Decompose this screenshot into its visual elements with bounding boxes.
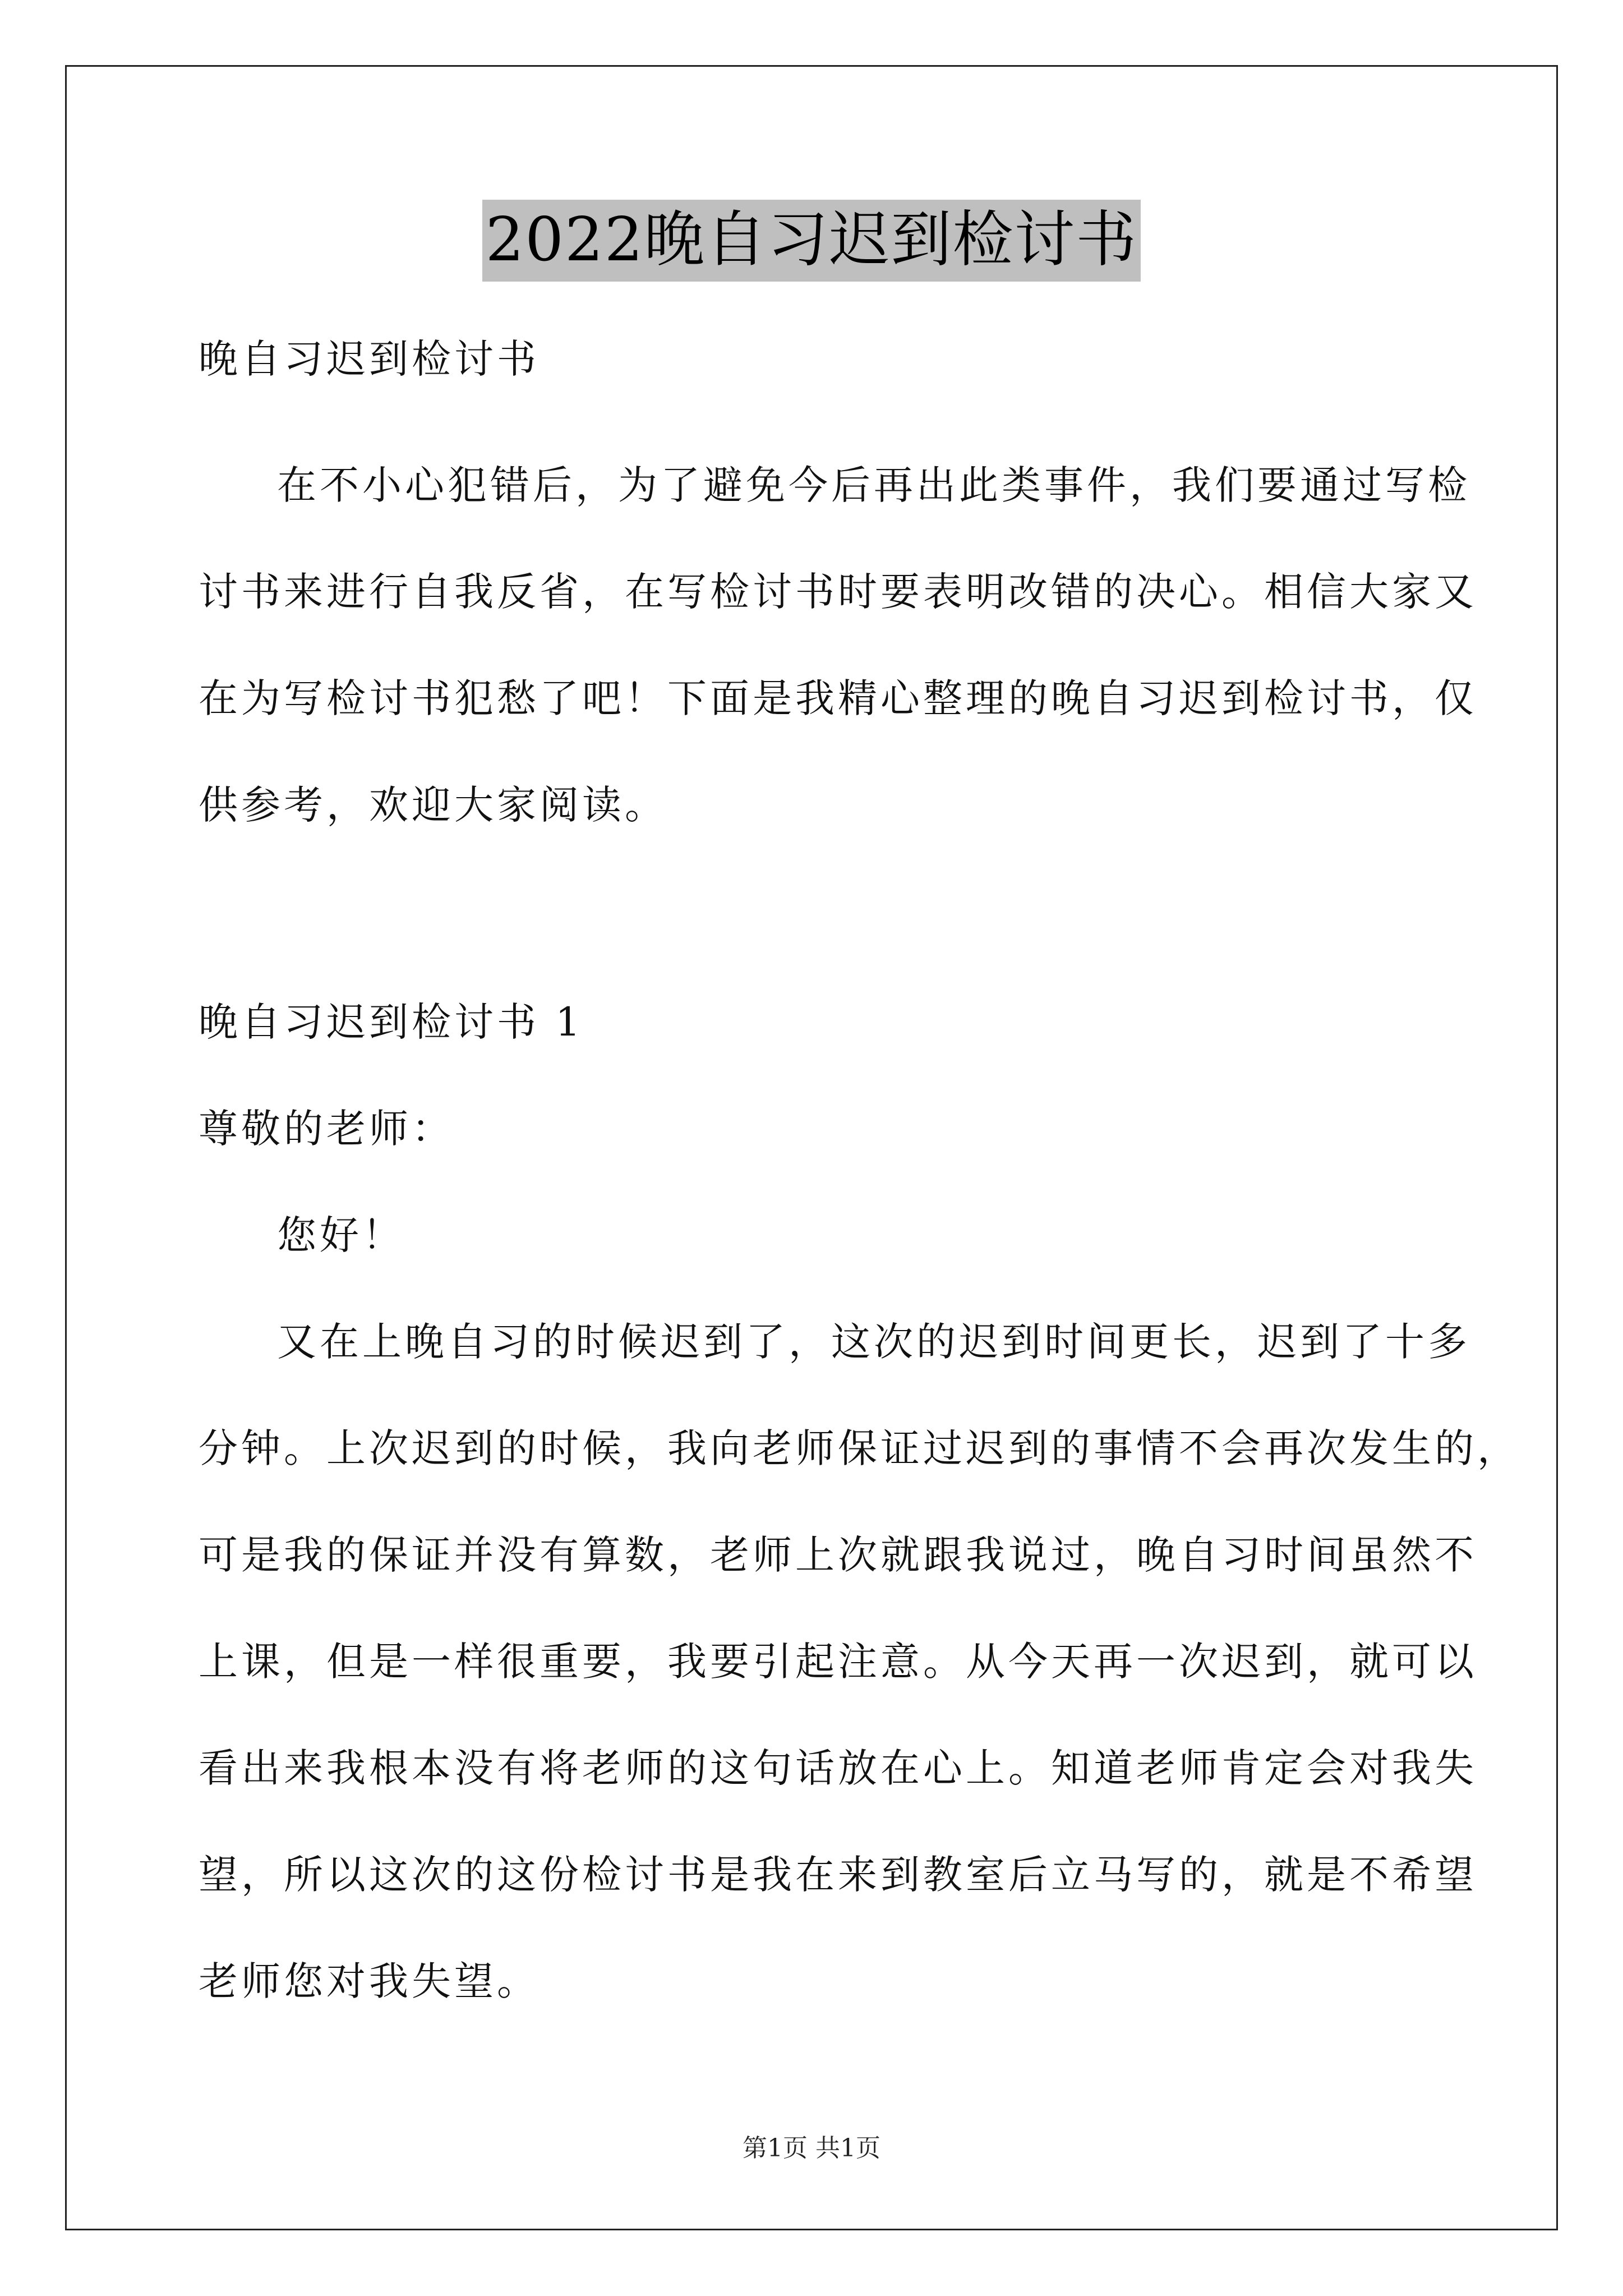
greeting: 您好！: [277, 1212, 405, 1258]
intro-paragraph-line: 供参考，欢迎大家阅读。: [199, 782, 667, 828]
body-paragraph-line: 看出来我根本没有将老师的这句话放在心上。知道老师肯定会对我失: [199, 1745, 1477, 1791]
body-paragraph-line: 望，所以这次的这份检讨书是我在来到教室后立马写的，就是不希望: [199, 1852, 1477, 1898]
document-title: 2022晚自习迟到检讨书: [482, 200, 1141, 282]
salutation: 尊敬的老师：: [199, 1106, 454, 1152]
body-paragraph-line: 分钟。上次迟到的时候，我向老师保证过迟到的事情不会再次发生的，: [199, 1425, 1520, 1471]
body-paragraph-line: 可是我的保证并没有算数，老师上次就跟我说过，晚自习时间虽然不: [199, 1532, 1477, 1578]
title-container: [0, 200, 1623, 282]
section-heading: 晚自习迟到检讨书 1: [199, 999, 584, 1045]
intro-heading: 晚自习迟到检讨书: [199, 336, 540, 382]
page-footer: 第1页 共1页: [743, 2134, 880, 2162]
intro-paragraph-line: 讨书来进行自我反省，在写检讨书时要表明改错的决心。相信大家又: [199, 569, 1477, 615]
intro-paragraph-line: 在不小心犯错后，为了避免今后再出此类事件，我们要通过写检: [277, 462, 1470, 508]
body-paragraph-line: 又在上晚自习的时候迟到了，这次的迟到时间更长，迟到了十多: [277, 1319, 1470, 1365]
intro-paragraph-line: 在为写检讨书犯愁了吧！下面是我精心整理的晚自习迟到检讨书，仅: [199, 675, 1477, 721]
body-paragraph-line: 上课，但是一样很重要，我要引起注意。从今天再一次迟到，就可以: [199, 1639, 1477, 1685]
body-paragraph-line: 老师您对我失望。: [199, 1958, 540, 2004]
